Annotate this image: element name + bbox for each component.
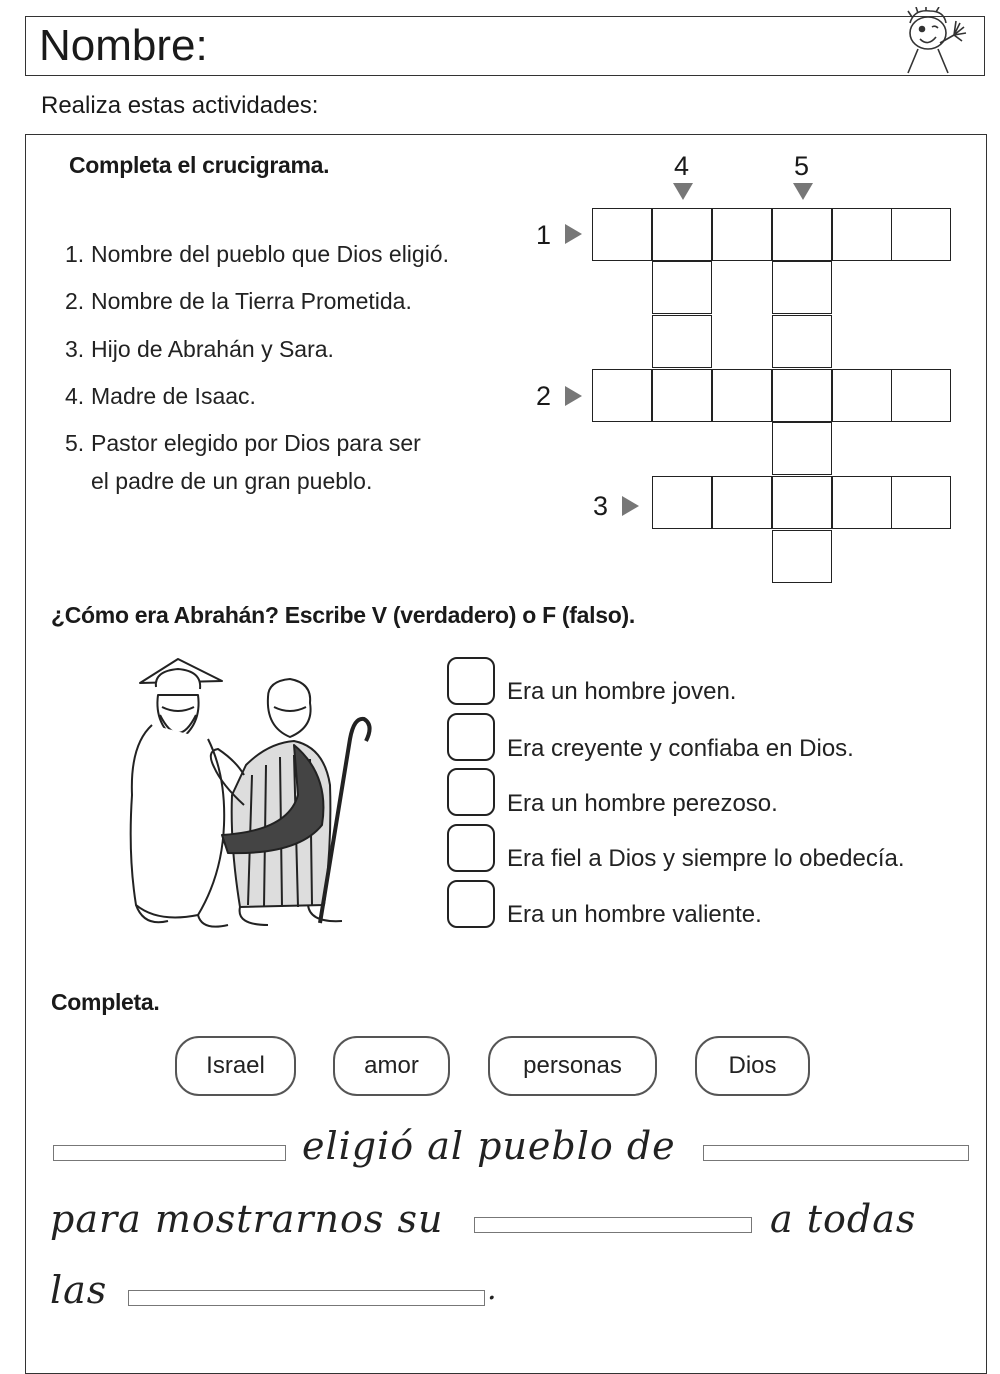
statement-text: Era un hombre joven.: [507, 678, 737, 705]
right-arrow-icon: [565, 386, 582, 406]
crossword-cell[interactable]: [772, 315, 832, 368]
statement-text: Era creyente y confiaba en Dios.: [507, 735, 854, 762]
sentence-fragment: para mostrarnos su: [50, 1197, 444, 1241]
crossword-cell[interactable]: [772, 261, 832, 314]
sentence-fragment: a todas: [770, 1197, 917, 1241]
name-header-box: [25, 16, 985, 76]
clue-text: Hijo de Abrahán y Sara.: [91, 336, 334, 362]
clue-5-continuation: el padre de un gran pueblo.: [91, 468, 373, 494]
crossword-cell[interactable]: [832, 208, 892, 261]
across-label-2: 2: [536, 381, 552, 411]
true-false-answer-box[interactable]: [447, 713, 495, 761]
clue-text: Nombre del pueblo que Dios eligió.: [91, 241, 449, 267]
answer-blank[interactable]: [128, 1290, 485, 1306]
crossword-cell[interactable]: [712, 476, 772, 529]
across-label-1: 1: [536, 220, 552, 250]
clue-number: 3.: [65, 336, 85, 362]
answer-blank[interactable]: [474, 1217, 752, 1233]
answer-blank[interactable]: [53, 1145, 286, 1161]
down-arrow-icon: [673, 183, 693, 200]
clue-number: 2.: [65, 288, 85, 314]
clue-2: [65, 288, 412, 315]
clue-1: [65, 241, 449, 268]
crossword-cell[interactable]: [772, 422, 832, 475]
name-label: Nombre:: [39, 21, 208, 70]
true-false-answer-box[interactable]: [447, 768, 495, 816]
crossword-cell[interactable]: [652, 369, 712, 422]
down-label-5: 5: [794, 151, 810, 181]
clue-number: 4.: [65, 383, 85, 409]
right-arrow-icon: [622, 496, 639, 516]
clue-text: Madre de Isaac.: [91, 383, 256, 409]
answer-blank[interactable]: [703, 1145, 969, 1161]
word-bank-personas[interactable]: personas: [488, 1036, 657, 1096]
clue-5: [65, 430, 421, 457]
true-false-title: ¿Cómo era Abrahán? Escribe V (verdadero) o F (falso).: [51, 602, 635, 628]
crossword-cell[interactable]: [832, 476, 892, 529]
complete-title: Completa.: [51, 989, 160, 1015]
abraham-illustration: [118, 655, 378, 940]
crossword-cell[interactable]: [891, 476, 951, 529]
true-false-answer-box[interactable]: [447, 657, 495, 705]
crossword-cell[interactable]: [772, 208, 832, 261]
true-false-answer-box[interactable]: [447, 880, 495, 928]
crossword-cell[interactable]: [652, 208, 712, 261]
statement-text: Era un hombre perezoso.: [507, 790, 778, 817]
crossword-cell[interactable]: [712, 369, 772, 422]
crossword-cell[interactable]: [592, 369, 652, 422]
clue-text: Pastor elegido por Dios para ser: [91, 430, 421, 456]
waving-boy-mascot-icon: [896, 7, 976, 75]
crossword-cell[interactable]: [891, 369, 951, 422]
clue-3: [65, 336, 334, 363]
crossword-cell[interactable]: [832, 369, 892, 422]
statement-text: Era fiel a Dios y siempre lo obedecía.: [507, 845, 905, 872]
crossword-cell[interactable]: [592, 208, 652, 261]
crossword-cell[interactable]: [891, 208, 951, 261]
crossword-cell[interactable]: [652, 315, 712, 368]
sentence-fragment: las: [50, 1268, 108, 1312]
clue-text: Nombre de la Tierra Prometida.: [91, 288, 412, 314]
crossword-cell[interactable]: [652, 261, 712, 314]
across-label-3: 3: [593, 491, 609, 521]
clue-number: 5.: [65, 430, 85, 456]
clue-number: 1.: [65, 241, 85, 267]
down-label-4: 4: [674, 151, 690, 181]
crossword-cell[interactable]: [772, 530, 832, 583]
crossword-cell[interactable]: [772, 476, 832, 529]
word-bank-dios[interactable]: Dios: [695, 1036, 810, 1096]
instructions-text: Realiza estas actividades:: [41, 92, 319, 119]
crossword-cell[interactable]: [772, 369, 832, 422]
word-bank-amor[interactable]: amor: [333, 1036, 450, 1096]
true-false-answer-box[interactable]: [447, 824, 495, 872]
clue-4: [65, 383, 256, 410]
word-bank-israel[interactable]: Israel: [175, 1036, 296, 1096]
down-arrow-icon: [793, 183, 813, 200]
statement-text: Era un hombre valiente.: [507, 901, 762, 928]
right-arrow-icon: [565, 224, 582, 244]
sentence-period: .: [487, 1272, 498, 1307]
crossword-cell[interactable]: [712, 208, 772, 261]
crossword-title: Completa el crucigrama.: [69, 152, 330, 178]
crossword-cell[interactable]: [652, 476, 712, 529]
sentence-fragment: eligió al pueblo de: [302, 1124, 676, 1168]
